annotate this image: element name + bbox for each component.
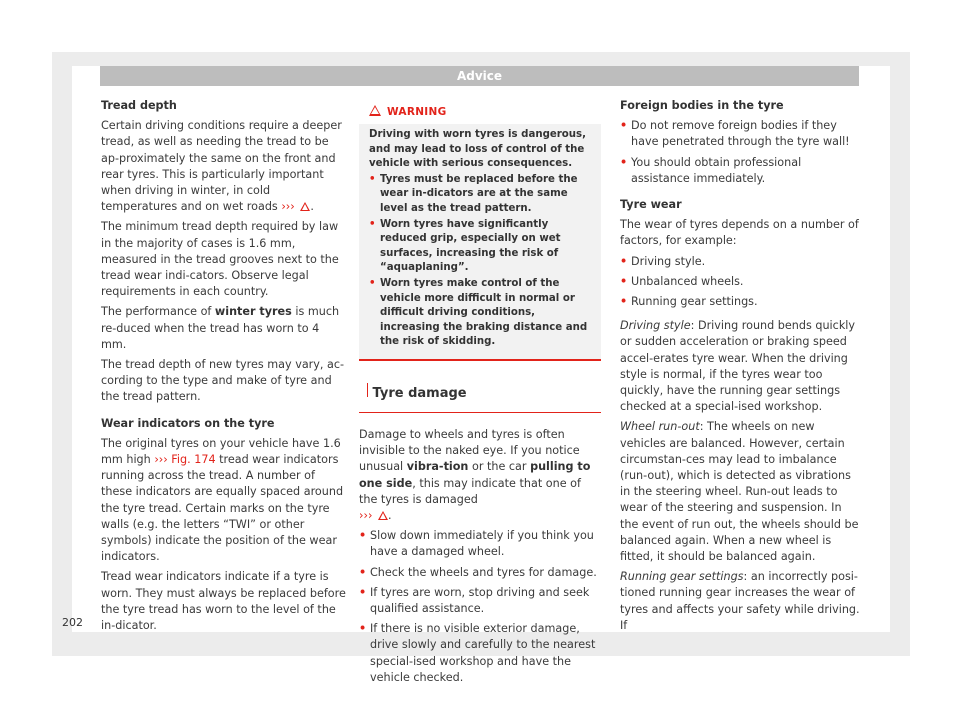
warning-box bbox=[359, 98, 601, 361]
minimum-tread-paragraph: The minimum tread depth required by law in the majority of cases is 1.6 mm, measured in the tread grooves next to the tread wear indi-cators. Observe legal requirements in each country. bbox=[101, 220, 339, 299]
figure-link[interactable]: Fig. 174 bbox=[171, 453, 216, 467]
title-accent bbox=[367, 383, 368, 397]
damage-bullet: • Check the wheels and tyres for damage. bbox=[359, 565, 601, 581]
warning-bullet: • Worn tyres have significantly reduced grip, especially on wet surfaces, increasing the risk of “aquaplaning”. bbox=[369, 218, 593, 276]
tyre-damage-title-text: Tyre damage bbox=[372, 385, 467, 401]
wear-bullet: • Driving style. bbox=[620, 254, 860, 270]
winter-tyres-paragraph bbox=[101, 304, 346, 353]
left-column bbox=[101, 98, 346, 638]
driving-style-text: : Driving round bends quickly or sudden acceleration or braking speed accel-erates tyre wear. When the driving style is normal, if the tyres wear too quickly, have the running gear settings checked at a special-ised workshop. bbox=[620, 319, 856, 414]
driving-style-label: Driving style bbox=[620, 319, 691, 333]
damage-bullet: • If there is no visible exterior damage, drive slowly and carefully to the nearest special-ised workshop and have the vehicle checked. bbox=[359, 621, 601, 686]
right-column bbox=[620, 98, 860, 638]
running-gear-text: : an incorrectly posi-tioned running gear increases the wear of tyres and affects your safety while driving. If bbox=[620, 570, 860, 632]
running-gear-label: Running gear settings bbox=[620, 570, 744, 584]
tyre-damage-paragraph bbox=[359, 427, 601, 524]
tyre-wear-heading: Tyre wear bbox=[620, 198, 682, 212]
reference-arrow[interactable]: ››› bbox=[359, 508, 373, 522]
warning-triangle-icon bbox=[378, 511, 388, 520]
new-tyres-paragraph: The tread depth of new tyres may vary, ac-cording to the type and make of tyre and the tread pattern. bbox=[101, 358, 345, 404]
running-gear-paragraph bbox=[620, 569, 860, 634]
section-header: Advice bbox=[100, 66, 859, 86]
damage-text-start: Damage to wheels and tyres is often invisible to the naked eye. If you notice unusual bbox=[359, 427, 580, 474]
tread-depth-text: Certain driving conditions require a deeper tread, as well as needing the tread to be ap-proximately the same on the front and rear tyres. This is particularly important when driving in winter, in cold temperatures and on wet roads bbox=[101, 119, 342, 214]
winter-text-start: The performance of bbox=[101, 305, 212, 319]
winter-text-end: is much re-duced when the tread has worn to 4 mm. bbox=[101, 305, 340, 351]
foreign-bullet: • You should obtain professional assistance immediately. bbox=[620, 155, 860, 187]
pulling-bold: pulling to one side bbox=[359, 460, 591, 490]
period: . bbox=[310, 200, 314, 214]
figure-arrow[interactable]: ››› bbox=[154, 453, 168, 467]
wear-text-start: The original tyres on your vehicle have 1.6 mm high bbox=[101, 436, 341, 467]
tyre-damage-title bbox=[359, 383, 601, 413]
damage-bullet: • Slow down immediately if you think you have a damaged wheel. bbox=[359, 528, 601, 560]
wear-indicators-heading: Wear indicators on the tyre bbox=[101, 416, 275, 430]
damage-bullet: • If tyres are worn, stop driving and seek qualified assistance. bbox=[359, 585, 601, 617]
foreign-bodies-heading: Foreign bodies in the tyre bbox=[620, 99, 784, 112]
tread-wear-indicators-paragraph: Tread wear indicators indicate if a tyre is worn. They must always be replaced before the tyre tread has worn to the level of the in-dicator. bbox=[101, 570, 346, 633]
wear-bullet: • Unbalanced wheels. bbox=[620, 274, 860, 290]
winter-tyres-bold: winter tyres bbox=[214, 305, 292, 319]
vibration-bold: vibra-tion bbox=[406, 460, 469, 474]
tread-depth-paragraph bbox=[101, 118, 346, 215]
foreign-bullet: • Do not remove foreign bodies if they have penetrated through the tyre wall! bbox=[620, 118, 860, 150]
page-number: 202 bbox=[62, 616, 83, 629]
reference-arrow[interactable]: ››› bbox=[281, 200, 295, 214]
damage-text-mid: or the car bbox=[471, 460, 527, 474]
damage-text-end: , this may indicate that one of the tyres is damaged bbox=[359, 476, 581, 506]
warning-icon bbox=[369, 105, 381, 116]
warning-intro: Driving with worn tyres is dangerous, and may lead to loss of control of the vehicle with serious consequences. bbox=[369, 129, 586, 170]
wear-indicators-paragraph bbox=[101, 436, 346, 566]
wheel-runout-text: : The wheels on new vehicles are balanced. However, certain circumstan-ces may lead to imbalance (run-out), which is detected as vibrations in the steering wheel. Run-out leads to wear of the steering and suspension. In the event of run out, the wheels should be balanced again. When a new wheel is fitted, it should be balanced again. bbox=[620, 420, 859, 564]
warning-body bbox=[359, 124, 601, 359]
warning-bullet: • Worn tyres make control of the vehicle more difficult in normal or difficult driving conditions, increasing the braking distance and the risk of skidding. bbox=[369, 277, 593, 350]
warning-title bbox=[359, 98, 601, 124]
warning-triangle-icon bbox=[300, 202, 310, 211]
warning-bullet: • Tyres must be replaced before the wear in-dicators are at the same level as the tread pattern. bbox=[369, 173, 593, 217]
period: . bbox=[387, 508, 392, 522]
tyre-wear-intro: The wear of tyres depends on a number of factors, for example: bbox=[620, 218, 859, 248]
wear-bullet: • Running gear settings. bbox=[620, 294, 860, 310]
wheel-runout-label: Wheel run-out bbox=[620, 420, 700, 434]
warning-title-text: WARNING bbox=[387, 106, 447, 118]
middle-column bbox=[359, 98, 601, 690]
driving-style-paragraph bbox=[620, 318, 860, 415]
tread-depth-heading: Tread depth bbox=[101, 99, 177, 112]
wheel-runout-paragraph bbox=[620, 419, 860, 565]
wear-text-end: tread wear indicators running across the tread. A number of these indicators are equally spaced around the tyre tread. Certain marks on the tyre walls (e.g. the letters “TWI” or other symbols) indicate the position of the wear indicators. bbox=[101, 453, 344, 564]
